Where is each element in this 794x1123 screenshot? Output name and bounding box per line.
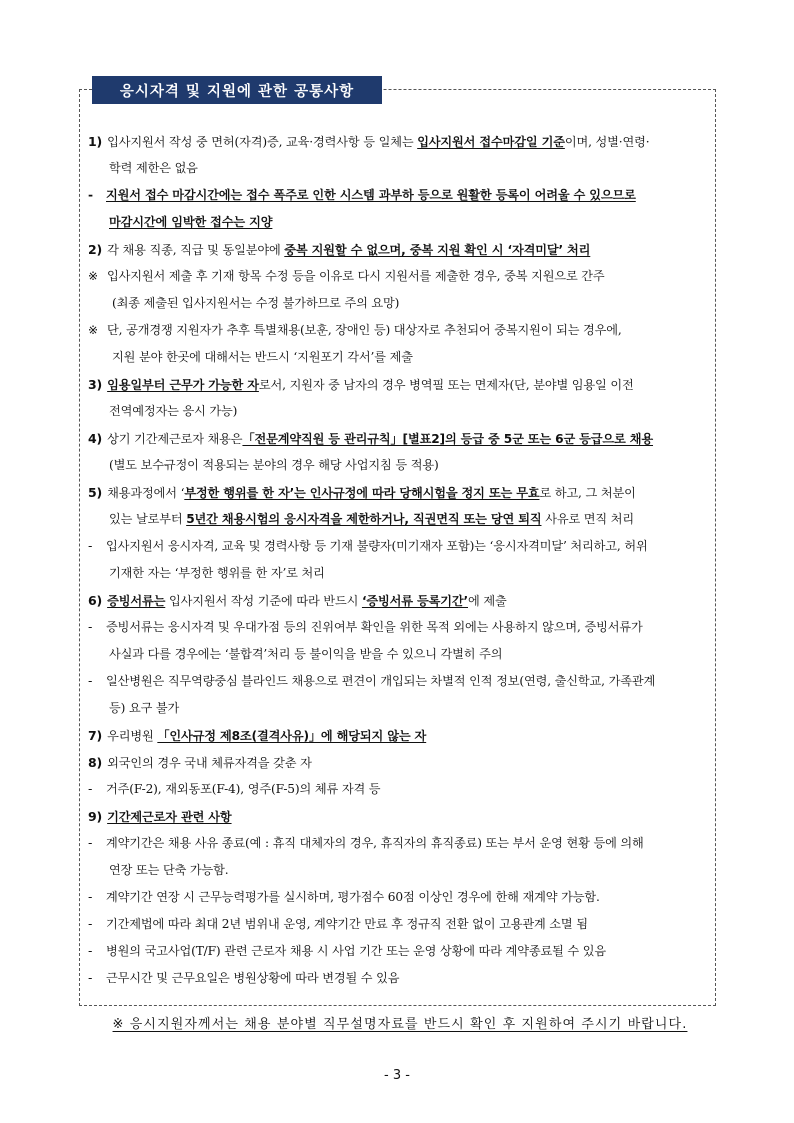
dash-item-6-cont: 연장 또는 단축 가능함.	[109, 863, 229, 877]
note-1-cont: (최종 제출된 입사지원서는 수정 불가하므로 주의 요망)	[112, 296, 400, 310]
item-2: 2) 각 채용 직종, 직급 및 동일분야에 중복 지원할 수 없으며, 중복 지원 확인 시 ‘자격미달’ 처리	[88, 242, 591, 257]
note-2-cont: 지원 분야 한곳에 대해서는 반드시 ‘지원포기 각서’를 제출	[112, 350, 413, 364]
dash-item-4-cont: 등) 요구 불가	[109, 701, 180, 715]
dash-item-5: - 거주(F-2), 재외동포(F-4), 영주(F-5)의 체류 자격 등	[88, 782, 381, 796]
item-8: 8) 외국인의 경우 국내 체류자격을 갖춘 자	[88, 755, 312, 770]
dash-item-2: - 입사지원서 응시자격, 교육 및 경력사항 등 기재 불량자(미기재자 포함)는 ‘응시자격미달’ 처리하고, 허위	[88, 539, 648, 553]
dash-item-4: - 일산병원은 직무역량중심 블라인드 채용으로 편견이 개입되는 차별적 인적 정보(연령, 출신학교, 가족관계	[88, 674, 656, 688]
dash-item-10: - 근무시간 및 근무요일은 병원상황에 따라 변경될 수 있음	[88, 971, 400, 985]
content	[88, 128, 710, 992]
dash-item-1: - 지원서 접수 마감시간에는 접수 폭주로 인한 시스템 과부하 등으로 원활한 등록이 어려울 수 있으므로	[88, 188, 636, 202]
item-7: 7) 우리병원 「인사규정 제8조(결격사유)」에 해당되지 않는 자	[88, 728, 427, 743]
section-header	[92, 76, 382, 104]
item-9: 9) 기간제근로자 관련 사항	[88, 809, 232, 824]
item-4: 4) 상기 기간제근로자 채용은「전문계약직원 등 관리규칙」[별표2]의 등급 중 5군 또는 6군 등급으로 채용	[88, 431, 654, 446]
section-title: 응시자격 및 지원에 관한 공통사항	[119, 83, 355, 100]
item-6: 6) 증빙서류는 입사지원서 작성 기준에 따라 반드시 ‘증빙서류 등록기간’에 제출	[88, 593, 507, 608]
item-3-cont: 전역예정자는 응시 가능)	[109, 404, 238, 418]
dash-item-6: - 계약기간은 채용 사유 종료(예 : 휴직 대체자의 경우, 휴직자의 휴직종료) 또는 부서 운영 현황 등에 의해	[88, 836, 644, 850]
note-1: ※ 입사지원서 제출 후 기재 항목 수정 등을 이유로 다시 지원서를 제출한 경우, 중복 지원으로 간주	[88, 269, 605, 283]
dash-item-2-cont: 기재한 자는 ‘부정한 행위를 한 자’로 처리	[109, 566, 325, 580]
dash-item-3-cont: 사실과 다를 경우에는 ‘불합격’처리 등 불이익을 받을 수 있으니 각별히 주의	[109, 647, 503, 661]
item-5-cont: 있는 날로부터 5년간 채용시험의 응시자격을 제한하거나, 직권면직 또는 당연 퇴직 사유로 면직 처리	[109, 512, 635, 526]
dash-item-3: - 증빙서류는 응시자격 및 우대가점 등의 진위여부 확인을 위한 목적 외에는 사용하지 않으며, 증빙서류가	[88, 620, 643, 634]
item-5: 5) 채용과정에서 ‘부정한 행위를 한 자’는 인사규정에 따라 당해시험을 정지 또는 무효로 하고, 그 처분이	[88, 485, 636, 500]
note-2: ※ 단, 공개경쟁 지원자가 추후 특별채용(보훈, 장애인 등) 대상자로 추천되어 중복지원이 되는 경우에,	[88, 323, 622, 337]
dash-item-7: - 계약기간 연장 시 근무능력평가를 실시하며, 평가점수 60점 이상인 경우에 한해 재계약 가능함.	[88, 890, 600, 904]
item-4-cont: (별도 보수규정이 적용되는 분야의 경우 해당 사업지침 등 적용)	[109, 458, 439, 472]
item-1-cont: 학력 제한은 없음	[109, 161, 198, 175]
dash-item-8: - 기간제법에 따라 최대 2년 범위내 운영, 계약기간 만료 후 정규직 전환 없이 고용관계 소멸 됨	[88, 917, 588, 931]
footer-note: ※ 응시지원자께서는 채용 분야별 직무설명자료를 반드시 확인 후 지원하여 주시기 바랍니다.	[112, 1017, 688, 1032]
dash-item-9: - 병원의 국고사업(T/F) 관련 근로자 채용 시 사업 기간 또는 운영 상황에 따라 계약종료될 수 있음	[88, 944, 607, 958]
item-3: 3) 임용일부터 근무가 가능한 자로서, 지원자 중 남자의 경우 병역필 또는 면제자(단, 분야별 임용일 이전	[88, 377, 634, 392]
dash-item-1-cont: 마감시간에 임박한 접수는 지양	[109, 215, 273, 229]
page-number: - 3 -	[384, 1068, 410, 1083]
item-1: 1) 입사지원서 작성 중 면허(자격)증, 교육·경력사항 등 일체는 입사지원서 접수마감일 기준이며, 성별·연령·	[88, 134, 650, 149]
